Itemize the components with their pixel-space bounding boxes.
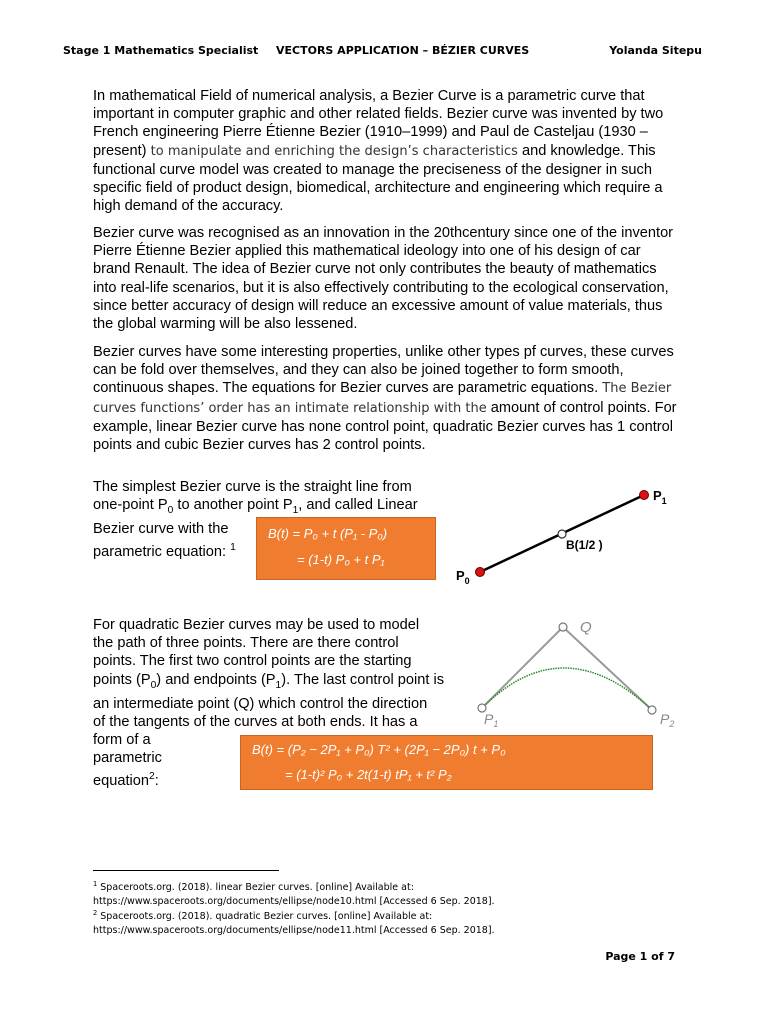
linear-bezier-diagram — [450, 484, 680, 588]
para3-text-a: Bezier curves have some interesting properties, unlike other types pf curves, these curves can be fold over themselves, and they can also be joined together to form smooth, continuous shapes. The equations for Bezier curves are parametric equations. — [93, 344, 674, 397]
label-p1: $P_1$ — [484, 711, 499, 729]
quadratic-line-8: parametric — [93, 750, 162, 767]
quadratic-line-3: points. The first two control points are the starting — [93, 653, 412, 670]
quadratic-line-2: the path of three points. There are there control — [93, 635, 399, 652]
linear-equation-line-1: B(t) = P₀ + t (P₁ - P₀) — [268, 526, 388, 541]
label-midpoint: B(1/2 ) — [566, 538, 603, 552]
page-number: Page 1 of 7 — [605, 950, 675, 963]
tangent-line-left — [482, 627, 563, 708]
quadratic-line-4: points $(P_0)$ and endpoints $(P_1)$. The last control point is — [93, 671, 445, 691]
header-left: Stage 1 Mathematics Specialist — [63, 44, 259, 57]
linear-line-4: parametric equation: $^1$ — [93, 541, 236, 560]
quadratic-equation-line-2: = (1-t)² P₀ + 2t(1-t) tP₁ + t² P₂ — [285, 767, 452, 782]
para3-text-c: amount of control points. For example, linear Bezier curve has none control point, quadratic Bezier curves has 1 control points and cubic Bezier curves has 2 control points. — [93, 399, 677, 454]
quadratic-equation-box — [240, 735, 653, 790]
paragraph-history: Bezier curve was recognised as an innovation in the 20thcentury since one of the inventor Pierre Étienne Bezier applied this mathematical ideology into one of his design of car brand Renault. The idea of Bezier curve not only contributes the beauty of mathematics into real-life scenarios, but it is also effectively contributing to the ecological conservation, since better accuracy of design will reduce an excessive amount of value materials, thus the global warming will be also lessened. — [93, 225, 674, 333]
point-p2 — [648, 706, 656, 714]
paragraph-intro — [93, 87, 681, 215]
linear-line-2: one-point $P_0$ to another point $P_1$, and called Linear — [93, 497, 418, 517]
quadratic-line-6: of the tangents of the curves at both ends. It has a — [93, 713, 418, 730]
control-point-q — [559, 623, 567, 631]
para1-text-a: In mathematical Field of numerical analysis, a Bezier Curve is a parametric curve that important in computer graphic and other related fields. Bezier curve was invented by two French engineering Pierre Étienne Bezier (1910–1999) and Paul de Casteljau (1930 –present) — [93, 88, 664, 159]
header-center: VECTORS APPLICATION – BÉZIER CURVES — [276, 44, 530, 57]
quadratic-line-9: equation$^2$: — [93, 770, 159, 789]
footnote-rule — [93, 870, 279, 871]
label-p0: $P_0$ — [456, 568, 470, 586]
para1-text-c: and knowledge. This functional curve model was created to manage the preciseness of the designer in such specific field of product design, biomedical, architecture and engineering which require a high demand of the accuracy. — [93, 142, 663, 215]
header-right: Yolanda Sitepu — [609, 44, 702, 57]
footnote-1: $^1$ Spaceroots.org. (2018). linear Bezier curves. [online] Available at: https://www.spaceroots.org/documents/ellipse/node10.html [Accessed 6 Sep. 2018]. — [93, 880, 495, 908]
linear-equation-line-2: = (1-t) P₀ + t P₁ — [297, 552, 385, 567]
linear-equation-box — [256, 517, 436, 580]
midpoint-marker — [558, 530, 566, 538]
label-p2: $P_2$ — [660, 711, 675, 729]
footnote-2: $^2$ Spaceroots.org. (2018). quadratic Bezier curves. [online] Available at: https://www.spaceroots.org/documents/ellipse/node11.html [Accessed 6 Sep. 2018]. — [93, 909, 495, 937]
quadratic-curve — [482, 668, 652, 710]
para3-text-b: The Bezier curves functions’ order has an intimate relationship with the — [93, 381, 672, 416]
quadratic-line-5: an intermediate point (Q) which control the direction — [93, 695, 428, 712]
quadratic-line-7: form of a — [93, 732, 151, 749]
linear-line-1: The simplest Bezier curve is the straight line from — [93, 479, 412, 495]
quadratic-equation-line-1: B(t) = (P₂ − 2P₁ + P₀) T² + (2P₁ − 2P₀) t + P₀ — [252, 742, 506, 757]
point-p0 — [476, 568, 485, 577]
label-p1: $P_1$ — [653, 488, 667, 506]
quadratic-bezier-diagram — [470, 614, 710, 730]
point-p1 — [640, 491, 649, 500]
quadratic-line-1: For quadratic Bezier curves may be used to model — [93, 617, 420, 633]
para1-text-b: to manipulate and enriching the design’s characteristics — [146, 143, 518, 159]
label-q: Q — [580, 619, 592, 636]
paragraph-properties — [93, 343, 681, 454]
linear-line-3: Bezier curve with the — [93, 521, 229, 538]
